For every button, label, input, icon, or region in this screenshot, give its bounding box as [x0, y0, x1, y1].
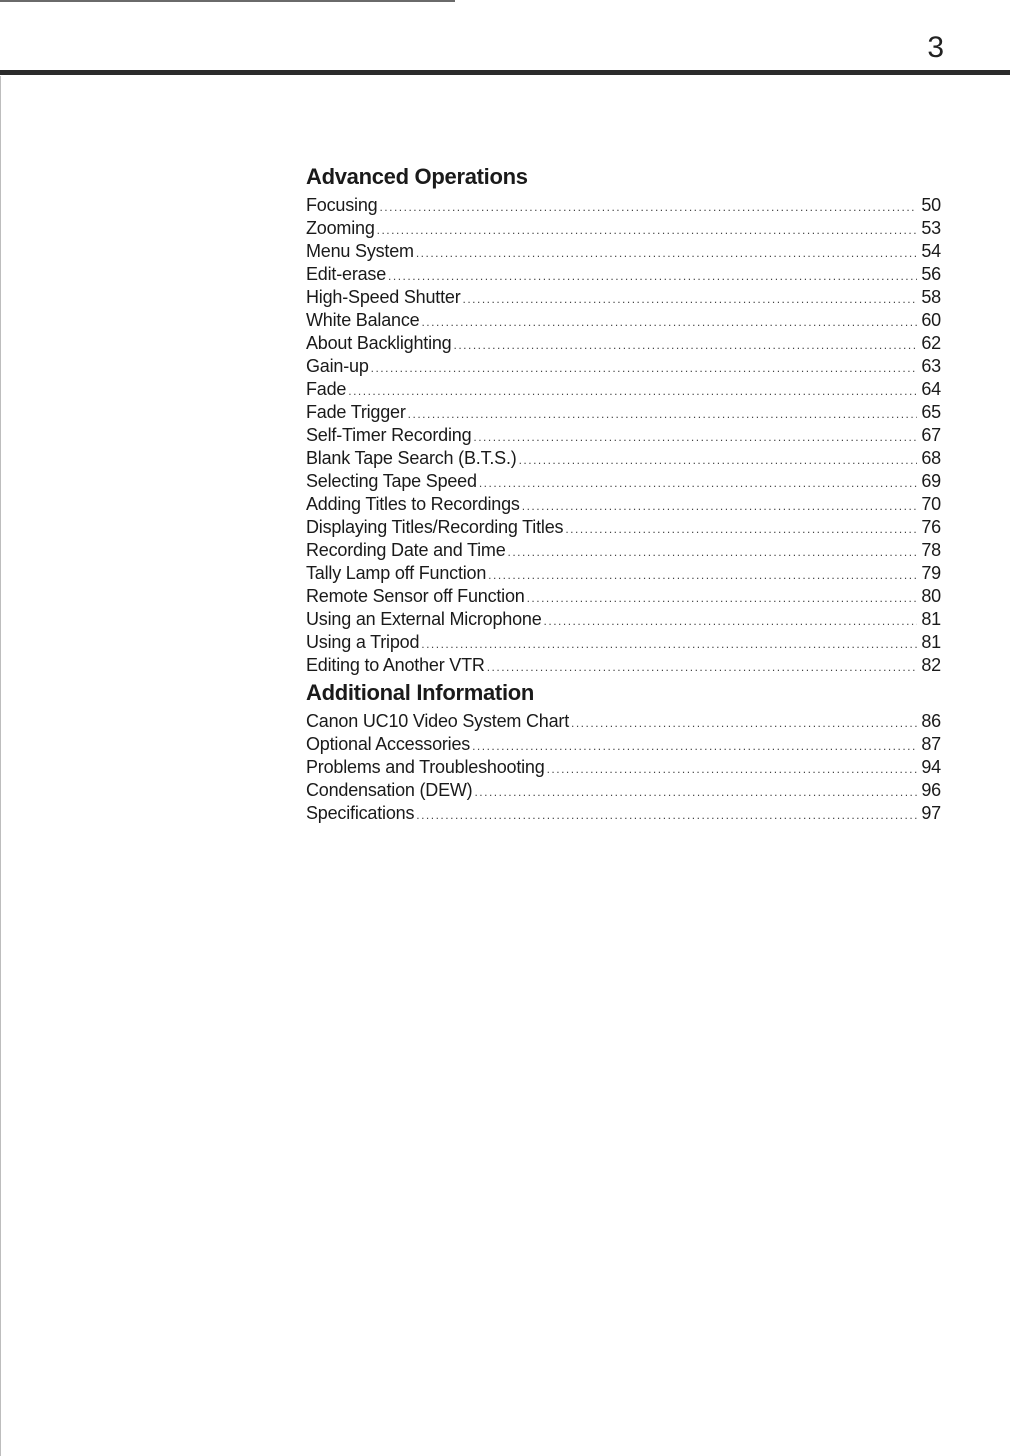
dot-leader [473, 426, 917, 449]
toc-entry [306, 493, 941, 516]
dot-leader [348, 380, 917, 403]
toc-entry-title: White Balance [306, 310, 420, 330]
dot-leader [408, 403, 917, 426]
toc-entry-title: Blank Tape Search (B.T.S.) [306, 448, 517, 468]
toc-entry-title: Displaying Titles/Recording Titles [306, 517, 564, 537]
toc-entry [306, 332, 941, 355]
toc-entry-title: Canon UC10 Video System Chart [306, 711, 570, 731]
toc-entry-page-number: 64 [921, 379, 941, 399]
toc-entry [306, 194, 941, 217]
dot-leader [571, 712, 917, 735]
dot-leader [479, 472, 917, 495]
toc-entry-page-number: 82 [921, 655, 941, 675]
toc-entry [306, 516, 941, 539]
dot-leader [519, 449, 917, 472]
toc-entry-title: Using a Tripod [306, 632, 420, 652]
toc-entry-title: Remote Sensor off Function [306, 586, 525, 606]
toc-entry-title: Gain-up [306, 356, 369, 376]
toc-entry-page-number: 53 [921, 218, 941, 238]
toc-entry [306, 263, 941, 286]
dot-leader [508, 541, 917, 564]
section-title: Advanced Operations [306, 164, 528, 189]
table-of-contents [306, 163, 941, 825]
toc-section-advanced-operations [306, 163, 941, 677]
toc-entry-page-number: 81 [921, 632, 941, 652]
toc-entry-title: High-Speed Shutter [306, 287, 461, 307]
toc-entry-page-number: 50 [921, 195, 941, 215]
dot-leader [527, 587, 917, 610]
toc-entry-page-number: 54 [921, 241, 941, 261]
dot-leader [488, 564, 917, 587]
dot-leader [416, 242, 917, 265]
toc-entry-title: Editing to Another VTR [306, 655, 485, 675]
toc-entry [306, 802, 941, 825]
toc-entry [306, 710, 941, 733]
toc-entry-title: Condensation (DEW) [306, 780, 473, 800]
toc-entry [306, 378, 941, 401]
toc-entry [306, 286, 941, 309]
toc-entry-page-number: 56 [921, 264, 941, 284]
toc-entry-title: Selecting Tape Speed [306, 471, 477, 491]
dot-leader [388, 265, 917, 288]
dot-leader [472, 735, 917, 758]
toc-entry [306, 401, 941, 424]
toc-entry-title: About Backlighting [306, 333, 452, 353]
toc-entry [306, 654, 941, 677]
toc-entry-page-number: 68 [921, 448, 941, 468]
toc-entry-title: Focusing [306, 195, 378, 215]
toc-entry [306, 756, 941, 779]
toc-entry [306, 470, 941, 493]
top-edge-line [0, 0, 455, 2]
toc-entry [306, 733, 941, 756]
dot-leader [522, 495, 917, 518]
toc-entry [306, 240, 941, 263]
toc-entry [306, 355, 941, 378]
toc-entry [306, 562, 941, 585]
toc-entry [306, 447, 941, 470]
toc-entry-title: Fade [306, 379, 347, 399]
dot-leader [416, 804, 917, 827]
toc-entry-page-number: 78 [921, 540, 941, 560]
dot-leader [565, 518, 917, 541]
toc-entry-title: Self-Timer Recording [306, 425, 472, 445]
page-left-edge [0, 76, 1, 1456]
toc-entry-title: Optional Accessories [306, 734, 471, 754]
toc-entry-title: Tally Lamp off Function [306, 563, 487, 583]
toc-entry-title: Edit-erase [306, 264, 387, 284]
toc-entry-page-number: 69 [921, 471, 941, 491]
toc-entry-title: Adding Titles to Recordings [306, 494, 520, 514]
toc-entry-title: Fade Trigger [306, 402, 406, 422]
toc-entry-list [306, 194, 941, 677]
dot-leader [547, 758, 917, 781]
toc-entry [306, 585, 941, 608]
page-number: 3 [927, 31, 944, 64]
toc-entry-page-number: 63 [921, 356, 941, 376]
toc-entry-page-number: 80 [921, 586, 941, 606]
toc-entry [306, 217, 941, 240]
toc-entry-page-number: 62 [921, 333, 941, 353]
toc-entry [306, 309, 941, 332]
toc-entry-page-number: 87 [921, 734, 941, 754]
dot-leader [454, 334, 918, 357]
toc-entry-title: Zooming [306, 218, 375, 238]
toc-entry-page-number: 70 [921, 494, 941, 514]
toc-entry-title: Problems and Troubleshooting [306, 757, 545, 777]
dot-leader [377, 219, 917, 242]
toc-entry-page-number: 96 [921, 780, 941, 800]
toc-entry-page-number: 58 [921, 287, 941, 307]
section-title: Additional Information [306, 680, 535, 705]
toc-entry-title: Menu System [306, 241, 414, 261]
dot-leader [421, 311, 917, 334]
toc-entry [306, 539, 941, 562]
toc-entry-page-number: 76 [921, 517, 941, 537]
toc-entry [306, 779, 941, 802]
toc-entry-page-number: 97 [921, 803, 941, 823]
dot-leader [487, 656, 917, 679]
header-rule [0, 70, 1010, 75]
toc-entry-page-number: 94 [921, 757, 941, 777]
toc-entry-list [306, 710, 941, 825]
toc-entry-title: Recording Date and Time [306, 540, 506, 560]
toc-section-additional-information [306, 679, 941, 825]
toc-entry-title: Specifications [306, 803, 415, 823]
toc-entry-page-number: 67 [921, 425, 941, 445]
dot-leader [474, 781, 917, 804]
toc-entry-page-number: 81 [921, 609, 941, 629]
dot-leader [371, 357, 917, 380]
toc-entry [306, 424, 941, 447]
dot-leader [379, 196, 917, 219]
toc-entry [306, 608, 941, 631]
toc-entry-page-number: 65 [921, 402, 941, 422]
dot-leader [544, 610, 917, 633]
toc-entry-page-number: 79 [921, 563, 941, 583]
toc-entry-page-number: 60 [921, 310, 941, 330]
dot-leader [463, 288, 918, 311]
toc-entry-title: Using an External Microphone [306, 609, 542, 629]
dot-leader [421, 633, 917, 656]
toc-entry [306, 631, 941, 654]
toc-entry-page-number: 86 [921, 711, 941, 731]
